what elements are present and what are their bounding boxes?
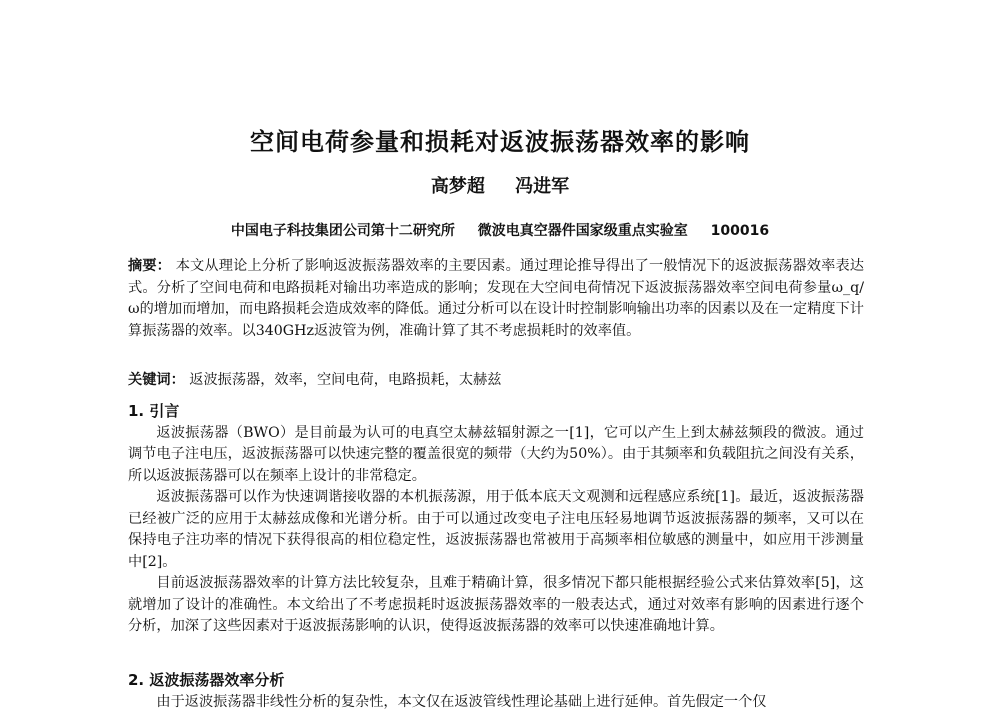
paragraph: 由于返波振荡器非线性分析的复杂性，本文仅在返波管线性理论基础上进行延伸。首先假定一个仅 [128, 692, 864, 713]
author-list [0, 172, 1000, 198]
author-name: 高梦超 [431, 176, 485, 197]
paragraph: 目前返波振荡器效率的计算方法比较复杂，且难于精确计算，很多情况下都只能根据经验公式来估算效率[5]，这就增加了设计的准确性。本文给出了不考虑损耗时返波振荡器效率的一般表达式，通过对效率有影响的因素进行逐个分析，加深了这些因素对于返波振荡影响的认识，使得返波振荡器的效率可以快速准确地计算。 [128, 573, 864, 638]
paragraph: 返波振荡器（BWO）是目前最为认可的电真空太赫兹辐射源之一[1]，它可以产生上到太赫兹频段的微波。通过调节电子注电压，返波振荡器可以快速完整的覆盖很宽的频带（大约为50%）。由于其频率和负载阻抗之间没有关系，所以返波振荡器可以在频率上设计的非常稳定。 [128, 423, 864, 488]
affiliation [0, 220, 1000, 240]
abstract-label: 摘要： [128, 258, 171, 274]
paragraph: 返波振荡器可以作为快速调谐接收器的本机振荡源，用于低本底天文观测和远程感应系统[1]。最近，返波振荡器已经被广泛的应用于太赫兹成像和光谱分析。由于可以通过改变电子注电压轻易地调节返波振荡器的频率，又可以在保持电子注功率的情况下获得很高的相位稳定性，返波振荡器也常被用于高频率相位敏感的测量中，如应用干涉测量中[2]。 [128, 487, 864, 573]
keywords-label: 关键词： [128, 372, 185, 388]
section-introduction [128, 401, 864, 638]
abstract [128, 256, 864, 342]
paper-title: 空间电荷参量和损耗对返波振荡器效率的影响 [0, 122, 1000, 157]
section-efficiency-analysis [128, 670, 864, 713]
keywords-text: 返波振荡器，效率，空间电荷，电路损耗，太赫兹 [189, 372, 501, 388]
keywords [128, 370, 864, 392]
affiliation-lab: 微波电真空器件国家级重点实验室 [478, 223, 688, 239]
abstract-text: 本文从理论上分析了影响返波振荡器效率的主要因素。通过理论推导得出了一般情况下的返波振荡器效率表达式。分析了空间电荷和电路损耗对输出功率造成的影响；发现在大空间电荷情况下返波振荡器效率空间电荷参量ω_q/ω的增加而增加，而电路损耗会造成效率的降低。通过分析可以在设计时控制影响输出功率的因素以及在一定精度下计算振荡器的效率。以340GHz返波管为例，准确计算了其不考虑损耗时的效率值。 [128, 258, 864, 339]
affiliation-institute: 中国电子科技集团公司第十二研究所 [231, 223, 455, 239]
section-heading: 2. 返波振荡器效率分析 [128, 670, 864, 692]
author-name: 冯进军 [515, 176, 569, 197]
affiliation-postcode: 100016 [711, 223, 769, 239]
section-heading: 1. 引言 [128, 401, 864, 423]
